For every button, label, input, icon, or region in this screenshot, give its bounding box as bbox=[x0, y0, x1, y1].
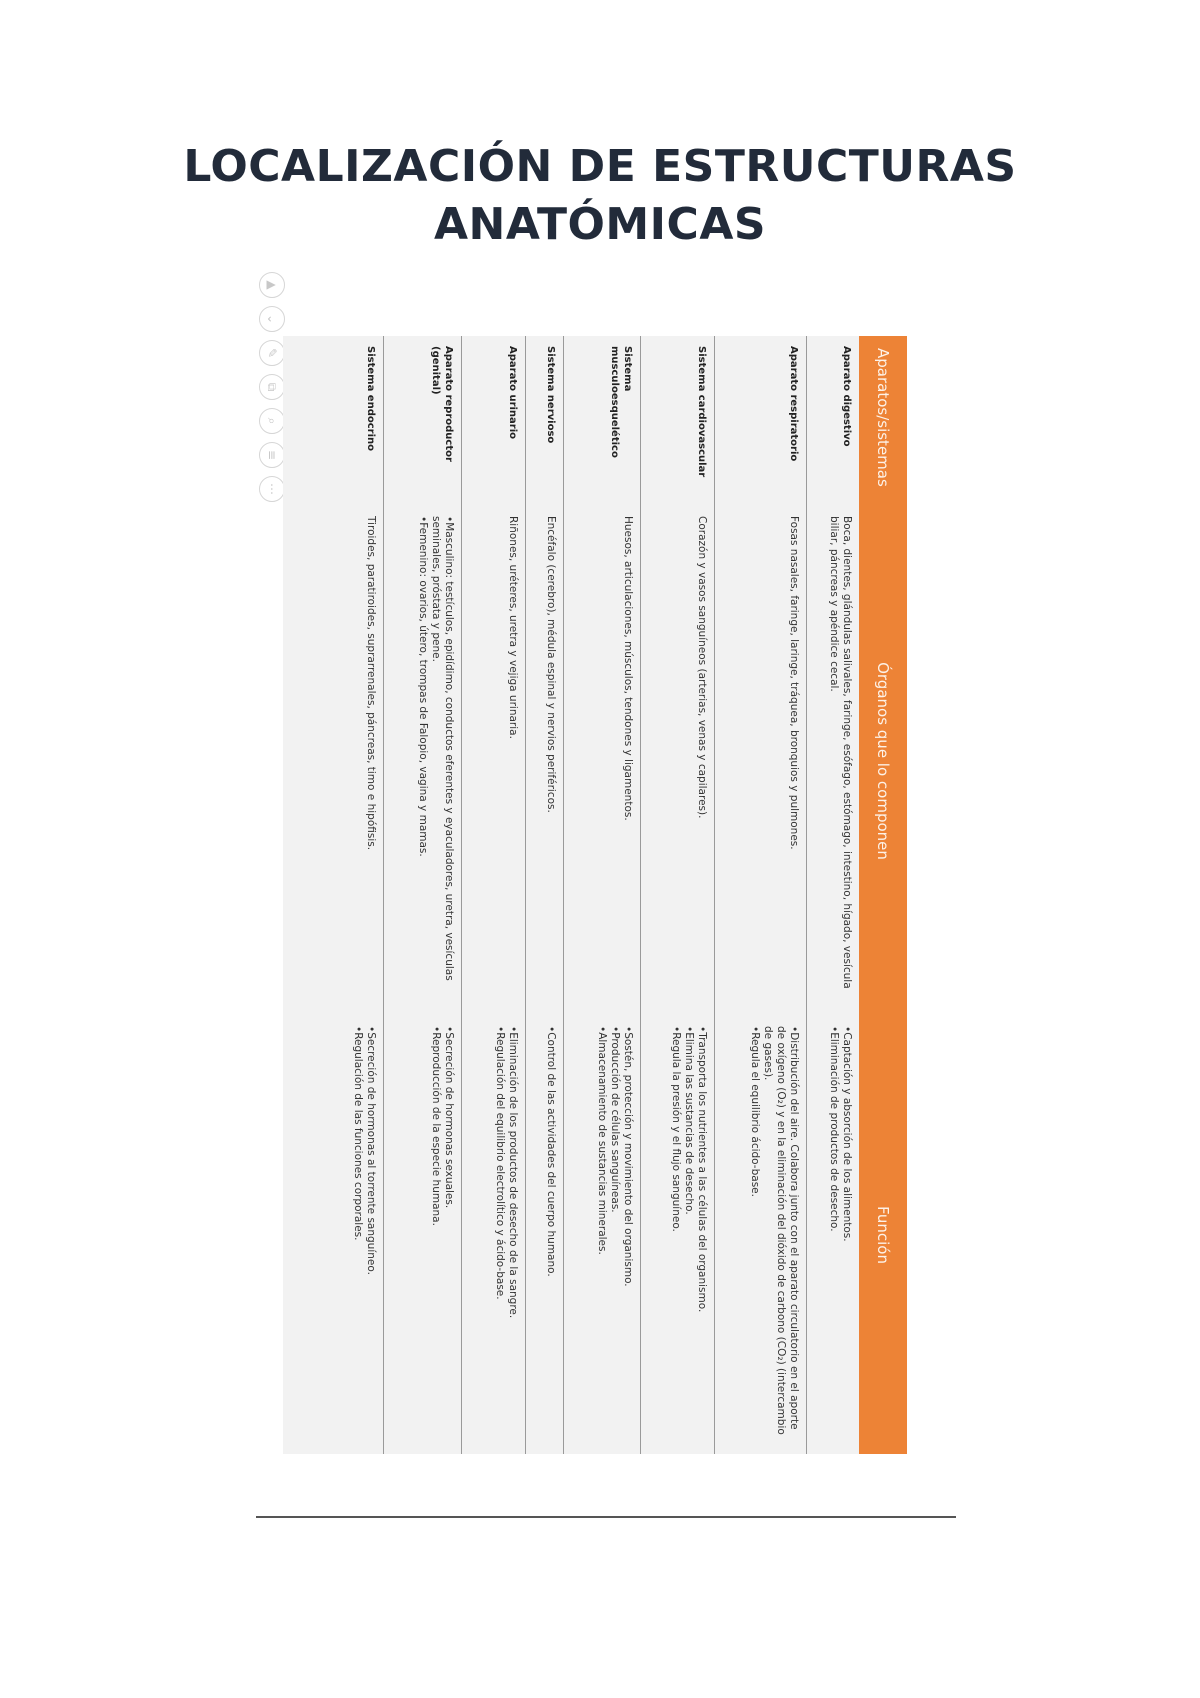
table-header-row bbox=[859, 336, 907, 1454]
table-row bbox=[564, 336, 641, 1454]
organs-cell: Boca, dientes, glándulas salivales, faringe, esófago, estómago, intestino, hígado, vesícula biliar, páncreas y apéndice cecal. bbox=[828, 516, 853, 989]
header-organs: Órganos que lo componen bbox=[859, 506, 907, 1016]
organs-cell: Corazón y vasos sanguíneos (arterias, venas y capilares). bbox=[641, 506, 715, 1016]
title-line-2: ANATÓMICAS bbox=[433, 199, 767, 250]
chevron-down-icon[interactable]: ⌄ bbox=[259, 306, 285, 332]
organs-cell: Huesos, articulaciones, músculos, tendones y ligamentos. bbox=[564, 506, 641, 1016]
function-item: •Reproducción de la especie humana. bbox=[430, 1026, 443, 1226]
system-cell: Aparato urinario bbox=[462, 336, 526, 506]
organs-cell bbox=[384, 506, 462, 1016]
system-cell: Aparato reproductor (genital) bbox=[384, 336, 462, 506]
table-row bbox=[283, 336, 384, 1454]
function-cell bbox=[384, 1016, 462, 1454]
function-item: •Distribución del aire. Colabora junto con el aparato circulatorio en el aporte de oxígeno (O₂) y en la eliminación del dióxido de carbono (CO₂) (intercambio de gases). bbox=[762, 1026, 801, 1435]
organ-item: •Femenino: ovarios, útero, trompas de Falopio, vagina y mamas. bbox=[417, 516, 430, 857]
system-cell: Aparato respiratorio bbox=[715, 336, 807, 506]
function-item: •Elimina las sustancias de desecho. bbox=[683, 1026, 696, 1215]
organs-cell: Encéfalo (cerebro), médula espinal y nervios periféricos. bbox=[526, 506, 564, 1016]
triangle-up-icon[interactable]: ▲ bbox=[259, 272, 285, 298]
anatomy-table-image bbox=[283, 336, 907, 1454]
header-function: Función bbox=[859, 1016, 907, 1454]
list-icon[interactable]: ≡ bbox=[259, 442, 285, 468]
function-item: •Regula el equilibrio ácido-base. bbox=[749, 1026, 762, 1197]
system-cell: Sistema musculoesquelético bbox=[564, 336, 641, 506]
copy-icon[interactable]: ⧉ bbox=[259, 374, 285, 400]
organs-cell: Riñones, uréteres, uretra y vejiga urinaria. bbox=[462, 506, 526, 1016]
function-cell bbox=[564, 1016, 641, 1454]
function-cell bbox=[715, 1016, 807, 1454]
rotated-table bbox=[283, 336, 907, 1454]
function-item: •Captación y absorción de los alimentos. bbox=[841, 1026, 853, 1242]
horizontal-rule bbox=[256, 1516, 956, 1518]
function-item: •Regulación del equilibrio electrolítico y ácido-base. bbox=[494, 1026, 507, 1300]
table-row bbox=[384, 336, 462, 1454]
function-item: •Secreción de hormonas sexuales. bbox=[443, 1026, 456, 1209]
function-item: •Producción de células sanguíneas. bbox=[609, 1026, 622, 1213]
system-cell: Sistema cardiovascular bbox=[641, 336, 715, 506]
function-cell bbox=[526, 1016, 564, 1454]
organs-cell: Fosas nasales, faringe, laringe, tráquea, bronquios y pulmones. bbox=[715, 506, 807, 1016]
pencil-icon[interactable]: ✎ bbox=[259, 340, 285, 366]
organ-item: •Masculino: testículos, epidídimo, conductos eferentes y eyaculadores, uretra, vesículas seminales, próstata y pene. bbox=[430, 516, 456, 981]
function-item: •Control de las actividades del cuerpo humano. bbox=[545, 1026, 558, 1277]
more-icon[interactable]: ⋯ bbox=[259, 476, 285, 502]
table-row bbox=[526, 336, 564, 1454]
function-item: •Eliminación de los productos de desecho de la sangre. bbox=[507, 1026, 520, 1319]
magnifier-icon[interactable]: ⌕ bbox=[259, 408, 285, 434]
page-title bbox=[0, 138, 1200, 254]
function-item: •Transporta los nutrientes a las células del organismo. bbox=[696, 1026, 709, 1313]
anatomy-table bbox=[283, 336, 907, 1454]
system-cell: Sistema endocrino bbox=[283, 336, 384, 506]
header-systems: Aparatos/sistemas bbox=[859, 336, 907, 506]
table-row bbox=[641, 336, 715, 1454]
function-cell bbox=[462, 1016, 526, 1454]
organs-cell: Tiroides, paratiroides, suprarrenales, páncreas, timo e hipófisis. bbox=[283, 506, 384, 1016]
function-cell bbox=[283, 1016, 384, 1454]
function-item: •Eliminación de productos de desecho. bbox=[828, 1026, 840, 1232]
system-cell: Sistema nervioso bbox=[526, 336, 564, 506]
function-item: •Sostén, protección y movimiento del organismo. bbox=[622, 1026, 635, 1287]
function-item: •Secreción de hormonas al torrente sanguíneo. bbox=[365, 1026, 378, 1275]
function-item: •Regulación de las funciones corporales. bbox=[352, 1026, 365, 1241]
function-cell bbox=[807, 1016, 859, 1454]
function-item: •Almacenamiento de sustancias minerales. bbox=[596, 1026, 609, 1255]
table-row bbox=[807, 336, 859, 1454]
system-cell: Aparato digestivo bbox=[841, 346, 852, 447]
table-row bbox=[462, 336, 526, 1454]
table-row bbox=[715, 336, 807, 1454]
function-cell bbox=[641, 1016, 715, 1454]
function-item: •Regula la presión y el flujo sanguíneo. bbox=[670, 1026, 683, 1232]
title-line-1: LOCALIZACIÓN DE ESTRUCTURAS bbox=[183, 141, 1017, 192]
